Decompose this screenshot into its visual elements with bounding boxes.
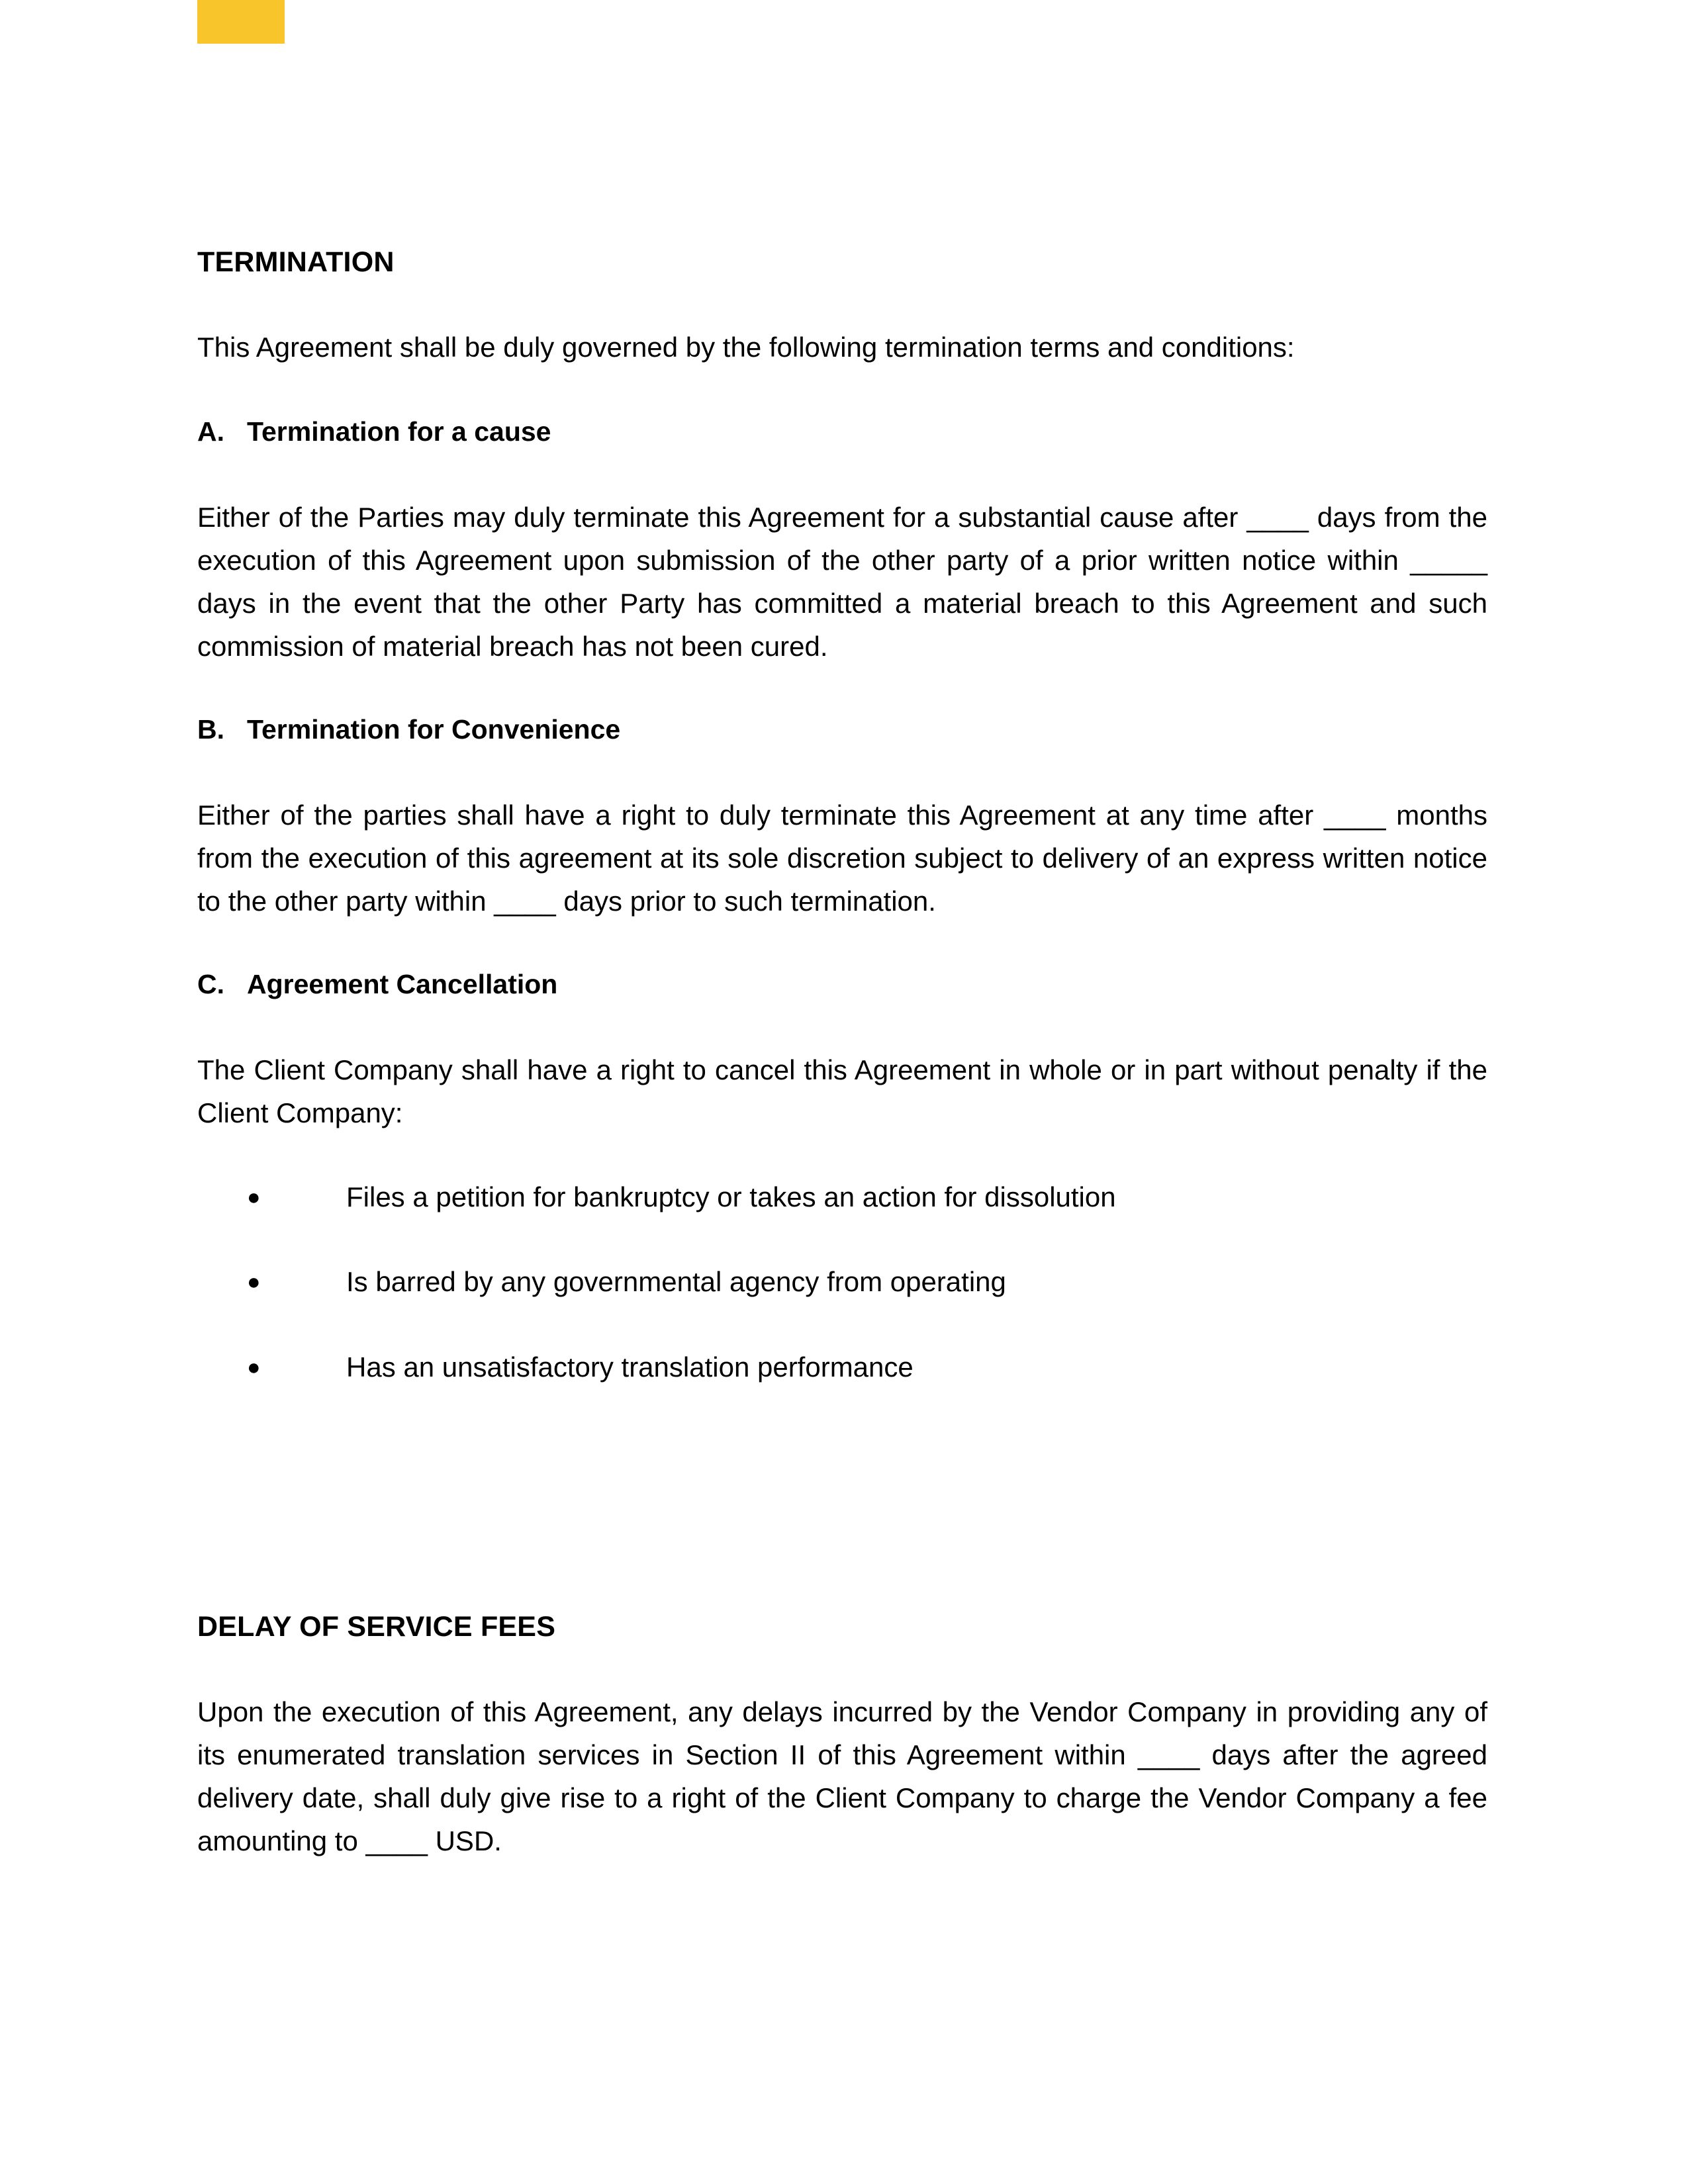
section-c-text: The Client Company shall have a right to cancel this Agreement in whole or in part without penalty if the Client Company: <box>197 1054 1487 1128</box>
section-b-heading <box>197 708 620 751</box>
list-item <box>247 1346 914 1388</box>
section-a-heading <box>197 410 551 453</box>
section-c-title: Agreement Cancellation <box>247 969 558 999</box>
termination-heading: TERMINATION <box>197 246 395 278</box>
section-a-title: Termination for a cause <box>247 416 551 447</box>
section-a-letter: A. <box>197 416 224 447</box>
section-c-heading <box>197 963 557 1005</box>
bullet-icon: ● <box>247 1185 261 1210</box>
list-item-text: Has an unsatisfactory translation performance <box>346 1351 914 1383</box>
section-b-title: Termination for Convenience <box>247 714 621 745</box>
delay-text: Upon the execution of this Agreement, any delays incurred by the Vendor Company in providing any of its enumerated translation services in Section II of this Agreement within ____ days after the agreed delivery date, shall duly give rise to a right of the Client Company to charge the Vendor Company a fee amounting to ____ USD. <box>197 1696 1487 1856</box>
list-item <box>247 1261 1006 1303</box>
bullet-icon: ● <box>247 1355 261 1380</box>
section-a-text: Either of the Parties may duly terminate this Agreement for a substantial cause after ____ days from the execution of this Agreement upon submission of the other party of a prior written notice within _____ days in the event that the other Party has committed a material breach to this Agreement and such commission of material breach has not been cured. <box>197 502 1487 662</box>
list-item-text: Is barred by any governmental agency from operating <box>346 1266 1006 1297</box>
list-item-text: Files a petition for bankruptcy or takes an action for dissolution <box>346 1181 1116 1212</box>
section-b-letter: B. <box>197 714 224 745</box>
header-accent-bar <box>197 0 285 44</box>
section-b-text: Either of the parties shall have a right to duly terminate this Agreement at any time after ____ months from the execution of this agreement at its sole discretion subject to delivery of an express written notice to the other party within ____ days prior to such termination. <box>197 799 1487 917</box>
list-item <box>247 1176 1116 1218</box>
termination-intro: This Agreement shall be duly governed by the following termination terms and conditions: <box>197 332 1295 363</box>
bullet-icon: ● <box>247 1269 261 1295</box>
delay-heading: DELAY OF SERVICE FEES <box>197 1611 556 1643</box>
section-c-letter: C. <box>197 969 224 999</box>
